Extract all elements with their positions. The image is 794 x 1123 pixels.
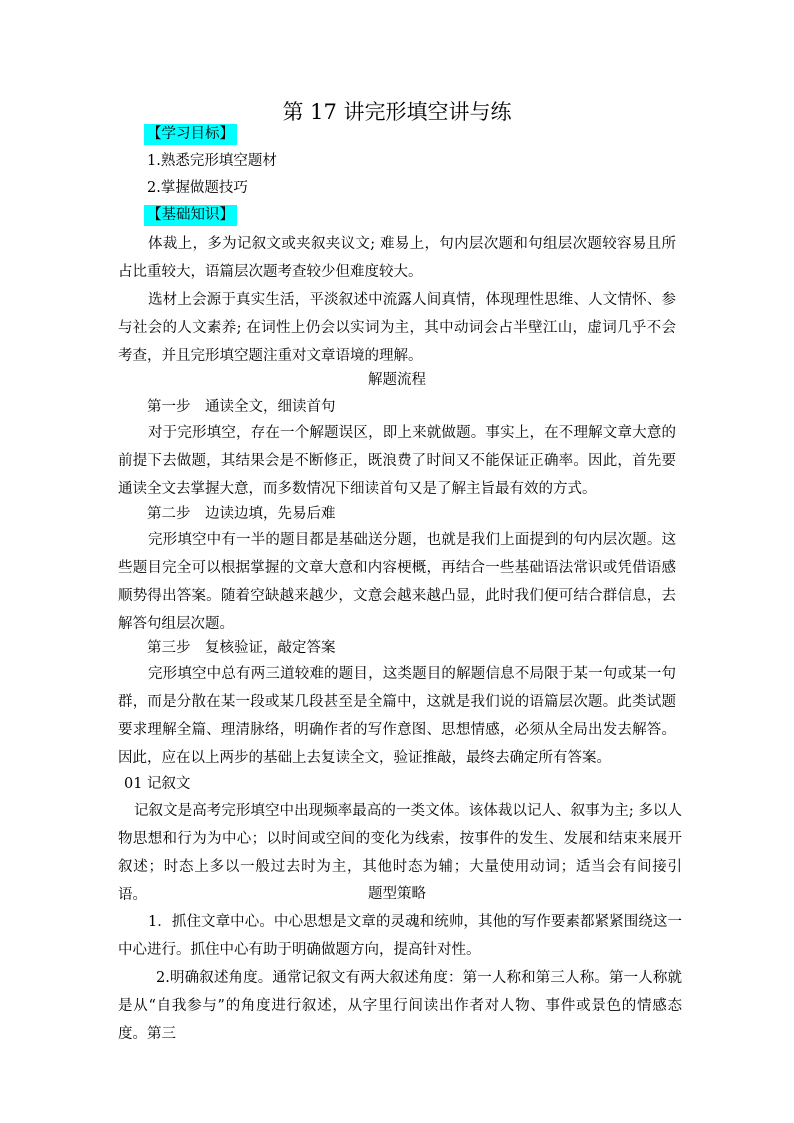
step-1-title: 第一步 通读全文，细读首句 [147,399,336,415]
learning-goals-tag: 【学习目标】 [144,124,237,145]
page-title: 第 17 讲完形填空讲与练 [282,100,512,124]
strategy-heading: 题型策略 [368,886,426,902]
strategy-1: 1．抓住文章中心。中心思想是文章的灵魂和统帅，其他的写作要素都紧紧围绕这一中心进行。抓住中心有助于明确做题方向，提高针对性。 [118,914,682,958]
basics-paragraph-2: 选材上会源于真实生活，平淡叙述中流露人间真情，体现理性思维、人文情怀、参与社会的人文素养; 在词性上仍会以实词为主，其中动词会占半壁江山，虚词几乎不会考查，并且完形填空题注重对文章语境的理解。 [118,292,676,364]
process-heading: 解题流程 [368,372,426,388]
step-3-title: 第三步 复核验证，敲定答案 [147,640,336,656]
section-label: 01 记叙文 [124,776,191,792]
basics-paragraph-1: 体裁上，多为记叙文或夹叙夹议文; 难易上，句内层次题和句组层次题较容易且所占比重较大，语篇层次题考查较少但难度较大。 [118,236,676,280]
section-text: 记叙文是高考完形填空中出现频率最高的一类文体。该体裁以记人、叙事为主; 多以人物思想和行为为中心；以时间或空间的变化为线索，按事件的发生、发展和结束来展开叙述；时态上多以一般过去时为主，其他时态为辅；大量使用动词；适当会有间接引语。 [118,803,682,903]
step-2-text: 完形填空中有一半的题目都是基础送分题，也就是我们上面提到的句内层次题。这些题目完全可以根据掌握的文章大意和内容梗概，再结合一些基础语法常识或凭借语感顺势得出答案。随着空缺越来越少，文意会越来越凸显，此时我们便可结合群信息，去解答句组层次题。 [118,532,676,632]
strategy-2: 2.明确叙述角度。通常记叙文有两大叙述角度：第一人称和第三人称。第一人称就是从“自我参与”的角度进行叙述，从字里行间读出作者对人物、事件或景色的情感态度。第三 [118,970,682,1042]
goal-item-1: 1.熟悉完形填空题材 [147,153,277,169]
goal-item-2: 2.掌握做题技巧 [147,180,248,196]
step-3-text: 完形填空中总有两三道较难的题目，这类题目的解题信息不局限于某一句或某一句群，而是分散在某一段或某几段甚至是全篇中，这就是我们说的语篇层次题。此类试题要求理解全篇、理清脉络，明确作者的写作意图、思想情感，必须从全局出发去解答。因此，应在以上两步的基础上去复读全文，验证推敲，最终去确定所有答案。 [118,666,676,766]
step-1-text: 对于完形填空，存在一个解题误区，即上来就做题。事实上，在不理解文章大意的前提下去做题，其结果会是不断修正，既浪费了时间又不能保证正确率。因此，首先要通读全文去掌握大意，而多数情况下细读首句又是了解主旨最有效的方式。 [118,425,676,497]
basics-tag: 【基础知识】 [144,205,237,226]
step-2-title: 第二步 边读边填，先易后难 [147,506,336,522]
